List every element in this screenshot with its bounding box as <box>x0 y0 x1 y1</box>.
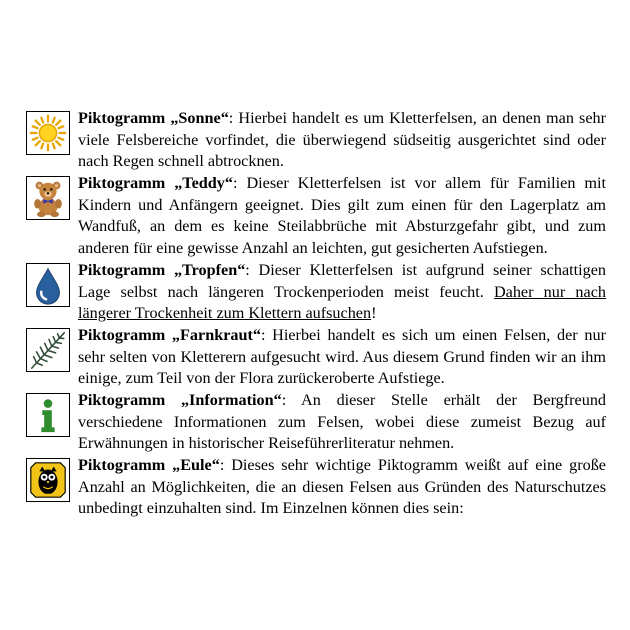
sun-icon <box>26 111 70 155</box>
entry-farnkraut <box>26 325 606 390</box>
entry-title: Piktogramm „Tropfen“ <box>78 261 246 279</box>
entry-information <box>26 390 606 455</box>
owl-icon <box>26 458 70 502</box>
entry-tropfen <box>26 260 606 325</box>
entry-title: Piktogramm „Information“ <box>78 391 282 409</box>
entry-title: Piktogramm „Eule“ <box>78 456 220 474</box>
water-drop-icon <box>26 263 70 307</box>
entry-body: : Dieser Kletterfelsen ist vor allem für Familien mit Kindern und Anfängern geeignet. Dies gilt zum einen für den Lagerplatz am Wandfuß, an dem es keine Steilabbrüche mit Absturzgefahr gibt, und zum anderen für eine gewisse Anzahl an leichten, gut gesicherten Aufstiegen. <box>78 174 606 257</box>
entry-text <box>78 455 606 520</box>
entry-title: Piktogramm „Sonne“ <box>78 109 229 127</box>
entry-text <box>78 325 606 390</box>
entry-teddy <box>26 173 606 259</box>
entry-body: : Hierbei handelt es um Kletterfelsen, an denen man sehr viele Felsbereiche vorfindet, die überwiegend südseitig ausgerichtet sind oder nach Regen schnell abtrocknen. <box>78 109 606 170</box>
entry-body: : Dieser Kletterfelsen ist aufgrund seiner schattigen Lage selbst nach längeren Trockenperioden meist feucht. <box>78 261 606 301</box>
entry-body: : An dieser Stelle erhält der Bergfreund verschiedene Informationen zum Felsen, wobei diese zumeist Bezug auf Erwähnungen in historischer Reiseführerliteratur nehmen. <box>78 391 607 452</box>
entry-text <box>78 390 606 455</box>
entry-text <box>78 260 606 325</box>
fern-icon <box>26 328 70 372</box>
entry-tail: ! <box>371 304 377 322</box>
entry-title: Piktogramm „Teddy“ <box>78 174 233 192</box>
entry-text <box>78 108 606 173</box>
entry-body: : Hierbei handelt es sich um einen Felsen, der nur sehr selten von Kletterern aufgesucht wird. Aus diesem Grund finden wir an ihm einige, zum Teil von der Flora zurückeroberte Aufstiege. <box>78 326 606 387</box>
entry-text <box>78 173 606 259</box>
information-icon <box>26 393 70 437</box>
entry-underlined-note: Daher nur nach längerer Trockenheit zum Klettern aufsuchen <box>78 282 606 322</box>
entry-eule <box>26 455 606 520</box>
teddy-bear-icon <box>26 176 70 220</box>
entry-title: Piktogramm „Farnkraut“ <box>78 326 261 344</box>
entry-body: : Dieses sehr wichtige Piktogramm weißt auf eine große Anzahl an Möglichkeiten, die an diesen Felsen aus Gründen des Naturschutzes unbedingt einzuhalten sind. Im Einzelnen können dies sein: <box>78 456 606 517</box>
entry-sonne <box>26 108 606 173</box>
